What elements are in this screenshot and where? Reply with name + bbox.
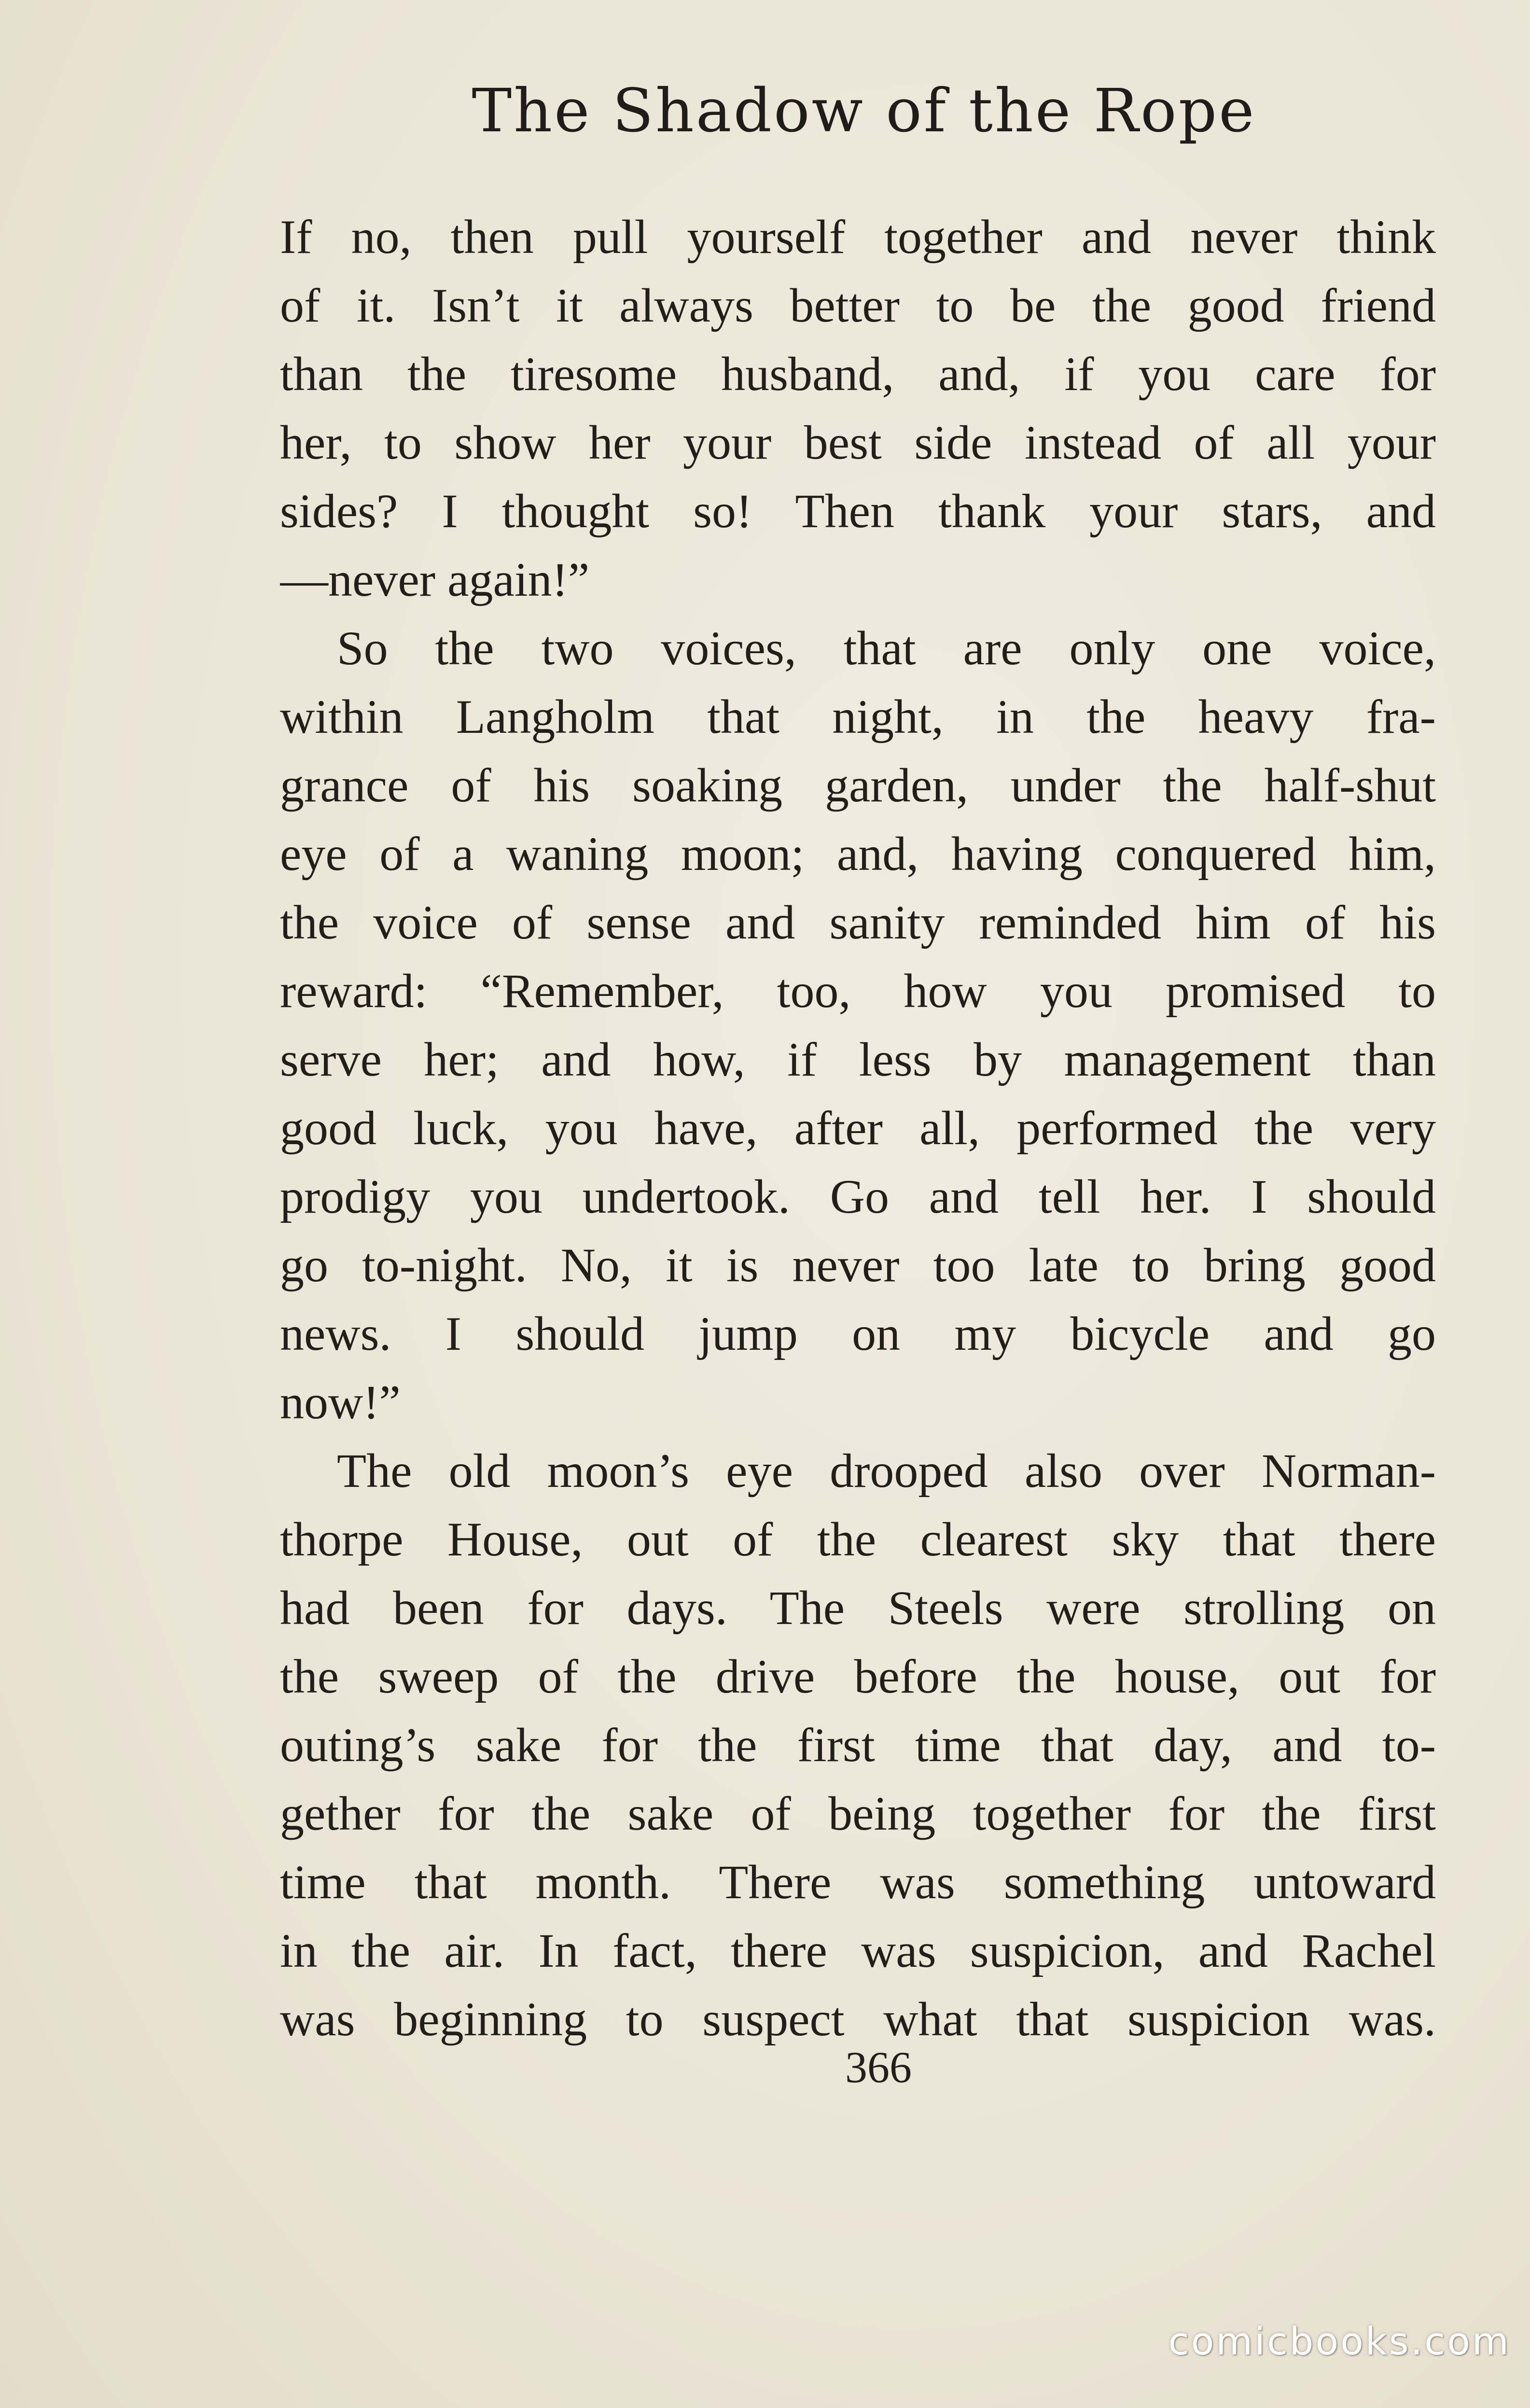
text-line: time that month. There was something untoward xyxy=(280,1855,1436,1909)
text-line: grance of his soaking garden, under the half-shut xyxy=(280,758,1436,812)
text-line: now!” xyxy=(280,1375,401,1429)
text-line: good luck, you have, after all, performed the very xyxy=(280,1101,1436,1155)
page-number: 366 xyxy=(845,2043,912,2092)
text-line: thorpe House, out of the clearest sky that there xyxy=(280,1512,1436,1566)
text-line: sides? I thought so! Then thank your stars, and xyxy=(280,484,1436,538)
text-line: the sweep of the drive before the house, out for xyxy=(280,1650,1436,1703)
text-line: The old moon’s eye drooped also over Norman- xyxy=(337,1444,1436,1498)
watermark: comicbooks.com xyxy=(1168,2320,1511,2364)
text-line: in the air. In fact, there was suspicion, and Rachel xyxy=(280,1924,1436,1977)
text-line: reward: “Remember, too, how you promised to xyxy=(280,964,1436,1018)
text-line: within Langholm that night, in the heavy fra- xyxy=(280,690,1436,743)
text-line: had been for days. The Steels were strolling on xyxy=(280,1581,1436,1635)
text-line: news. I should jump on my bicycle and go xyxy=(280,1307,1436,1360)
text-line: the voice of sense and sanity reminded him of his xyxy=(280,896,1436,949)
text-line: go to-night. No, it is never too late to bring good xyxy=(280,1238,1436,1292)
text-line: eye of a waning moon; and, having conquered him, xyxy=(280,827,1436,881)
running-head: The Shadow of the Rope xyxy=(472,76,1256,146)
text-line: than the tiresome husband, and, if you care for xyxy=(280,347,1436,401)
text-line: So the two voices, that are only one voice, xyxy=(337,621,1436,675)
text-line: gether for the sake of being together for the first xyxy=(280,1787,1436,1840)
text-line: prodigy you undertook. Go and tell her. I should xyxy=(280,1170,1436,1223)
text-line: If no, then pull yourself together and never think xyxy=(280,210,1436,264)
body-text xyxy=(280,203,1436,2054)
text-line: outing’s sake for the first time that day, and to- xyxy=(280,1718,1436,1772)
text-line: serve her; and how, if less by management than xyxy=(280,1033,1436,1086)
text-line: her, to show her your best side instead of all your xyxy=(280,416,1436,469)
text-line: of it. Isn’t it always better to be the good friend xyxy=(280,279,1436,332)
text-line: was beginning to suspect what that suspicion was. xyxy=(280,1992,1436,2046)
text-line: —never again!” xyxy=(280,553,590,606)
